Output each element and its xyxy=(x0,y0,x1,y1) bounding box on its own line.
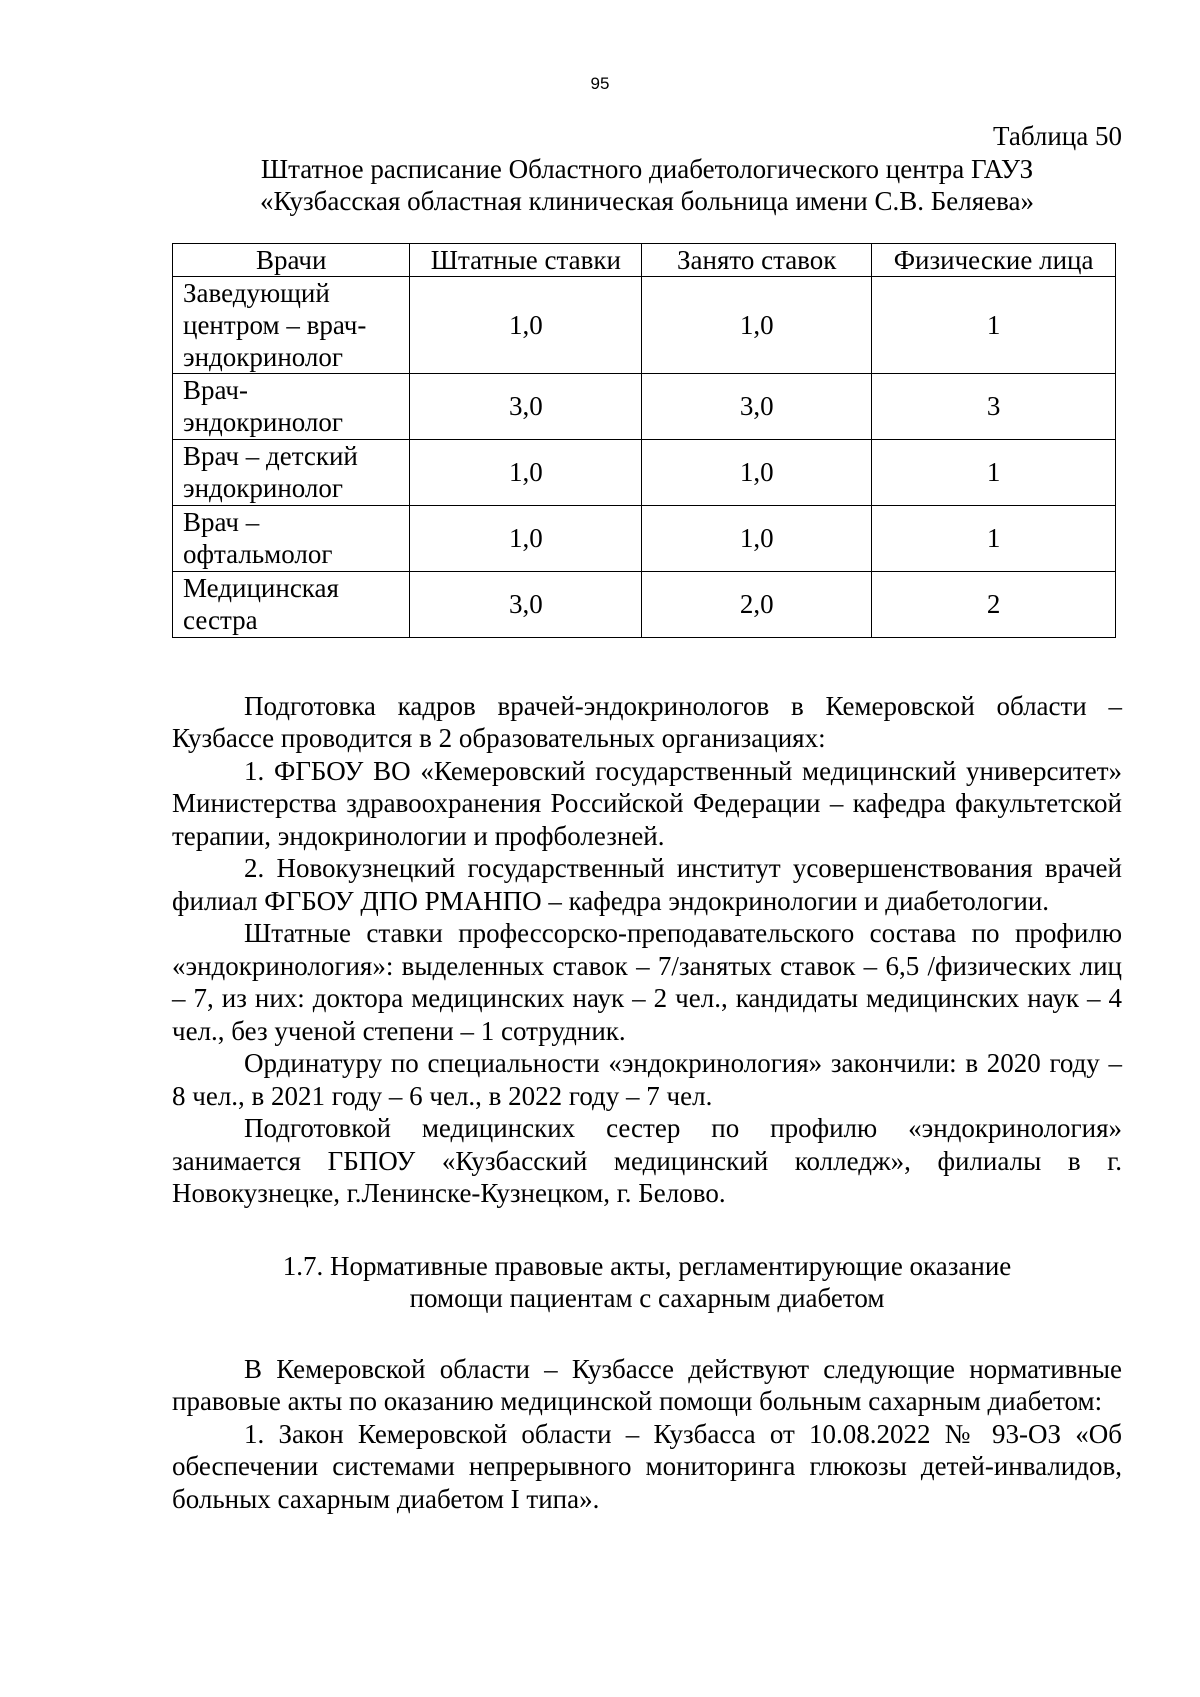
row-name: Заведующий центром – врач-эндокринолог xyxy=(173,276,410,373)
row-name: Врач – офтальмолог xyxy=(173,505,410,571)
header-staff-positions: Штатные ставки xyxy=(410,243,642,276)
table-row xyxy=(173,276,1116,373)
header-doctors: Врачи xyxy=(173,243,410,276)
table-title-line2: «Кузбасская областная клиническая больница имени С.В. Беляева» xyxy=(259,186,1035,216)
table-row xyxy=(173,571,1116,637)
paragraph: Штатные ставки профессорско-преподавательского состава по профилю «эндокринология»: выделенных ставок – 7/занятых ставок – 6,5 /физических лиц – 7, из них: доктора медицинских наук – 2 чел., кандидаты медицинских наук – 4 чел., без ученой степени – 1 сотрудник. xyxy=(172,918,1122,1046)
row-name: Врач-эндокринолог xyxy=(173,373,410,439)
paragraph: 2. Новокузнецкий государственный институт усовершенствования врачей филиал ФГБОУ ДПО РМАНПО – кафедра эндокринологии и диабетологии. xyxy=(172,853,1122,916)
row-persons: 1 xyxy=(872,439,1116,505)
row-occupied: 3,0 xyxy=(642,373,872,439)
paragraph: Ординатуру по специальности «эндокринология» закончили: в 2020 году – 8 чел., в 2021 году – 6 чел., в 2022 году – 7 чел. xyxy=(172,1048,1122,1111)
row-name: Медицинская сестра xyxy=(173,571,410,637)
header-persons: Физические лица xyxy=(872,243,1116,276)
row-staff: 1,0 xyxy=(410,439,642,505)
row-staff: 3,0 xyxy=(410,571,642,637)
table-header-row xyxy=(173,243,1116,276)
section-heading-line1: 1.7. Нормативные правовые акты, регламентирующие оказание xyxy=(282,1250,1012,1281)
row-persons: 1 xyxy=(872,276,1116,373)
legal-acts-section xyxy=(172,1353,1122,1516)
table-row xyxy=(173,439,1116,505)
table-title-line1: Штатное расписание Областного диабетологического центра ГАУЗ xyxy=(260,153,1034,184)
staff-table xyxy=(172,243,1116,638)
paragraph: 1. Закон Кемеровской области – Кузбасса от 10.08.2022 № 93-ОЗ «Об обеспечении системами непрерывного мониторинга глюкозы детей-инвалидов, больных сахарным диабетом I типа». xyxy=(172,1418,1122,1514)
section-heading xyxy=(172,1250,1122,1315)
row-occupied: 1,0 xyxy=(642,276,872,373)
table-title xyxy=(172,153,1122,218)
section-heading-line2: помощи пациентам с сахарным диабетом xyxy=(409,1283,885,1313)
document-body xyxy=(172,120,1122,1515)
paragraph: 1. ФГБОУ ВО «Кемеровский государственный медицинский университет» Министерства здравоохранения Российской Федерации – кафедра факультетской терапии, эндокринологии и профболезней. xyxy=(172,755,1122,851)
row-occupied: 2,0 xyxy=(642,571,872,637)
table-row xyxy=(173,505,1116,571)
row-persons: 3 xyxy=(872,373,1116,439)
row-persons: 2 xyxy=(872,571,1116,637)
paragraph: Подготовка кадров врачей-эндокринологов в Кемеровской области – Кузбассе проводится в 2 образовательных организациях: xyxy=(172,690,1122,753)
page-number: 95 xyxy=(590,74,610,93)
paragraph: Подготовкой медицинских сестер по профилю «эндокринология» занимается ГБПОУ «Кузбасский медицинский колледж», филиалы в г. Новокузнецке, г.Ленинске-Кузнецком, г. Белово. xyxy=(172,1113,1122,1208)
row-occupied: 1,0 xyxy=(642,505,872,571)
row-staff: 3,0 xyxy=(410,373,642,439)
row-occupied: 1,0 xyxy=(642,439,872,505)
row-persons: 1 xyxy=(872,505,1116,571)
row-name: Врач – детский эндокринолог xyxy=(173,439,410,505)
table-label: Таблица 50 xyxy=(993,121,1122,151)
training-section xyxy=(172,690,1122,1210)
header-occupied-positions: Занято ставок xyxy=(642,243,872,276)
row-staff: 1,0 xyxy=(410,276,642,373)
table-row xyxy=(173,373,1116,439)
paragraph: В Кемеровской области – Кузбассе действуют следующие нормативные правовые акты по оказанию медицинской помощи больным сахарным диабетом: xyxy=(172,1353,1122,1416)
row-staff: 1,0 xyxy=(410,505,642,571)
